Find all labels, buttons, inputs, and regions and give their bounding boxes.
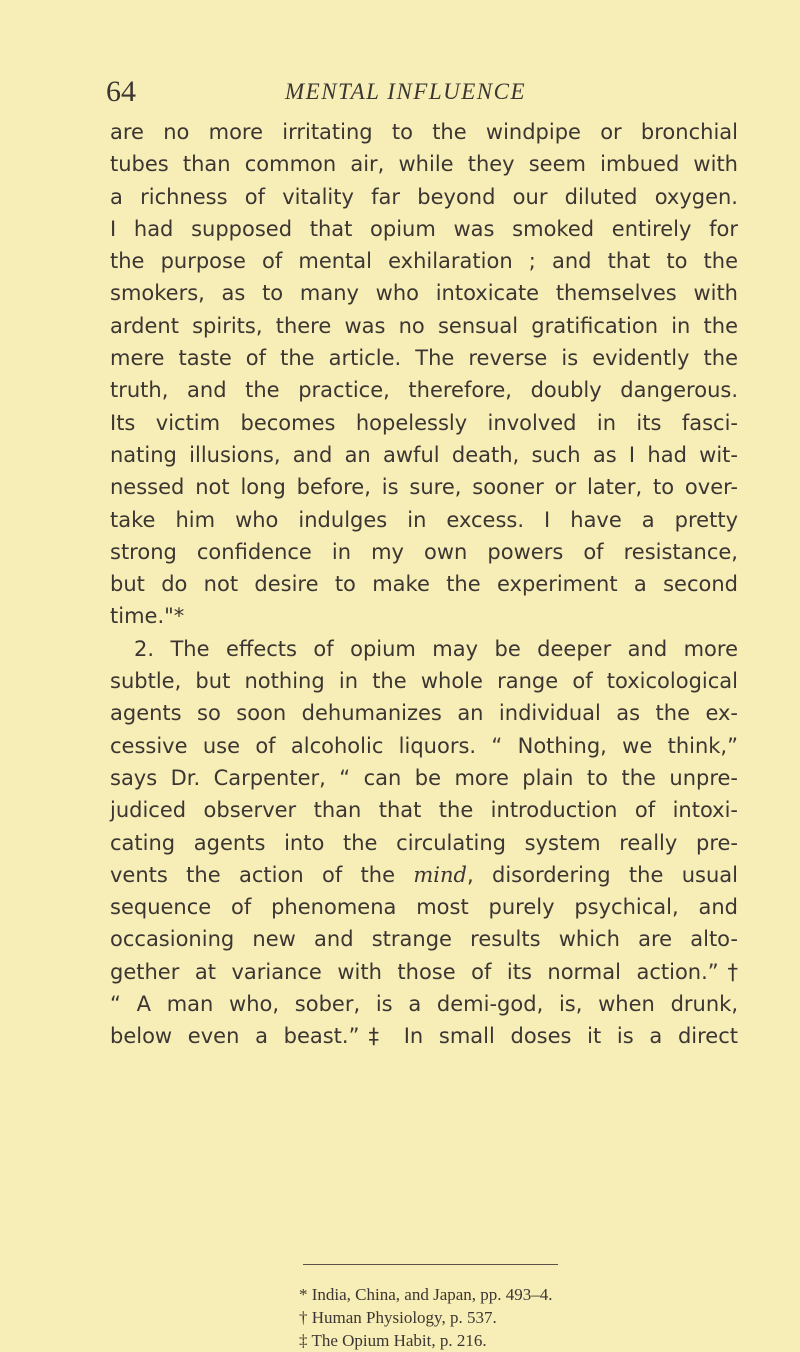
text-line: nating illusions, and an awful death, such as I had wit- (110, 442, 738, 467)
text-line: cessive use of alcoholic liquors. “ Nothing, we think,” (110, 733, 738, 758)
text-line: judiced observer than that the introduction of intoxi- (110, 798, 738, 823)
footnote: ‡ The Opium Habit, p. 216. (299, 1331, 487, 1350)
text-line: ardent spirits, there was no sensual gratification in the (110, 313, 738, 338)
text-line: are no more irritating to the windpipe or bronchial (110, 120, 738, 144)
footnote: * India, China, and Japan, pp. 493–4. (299, 1285, 553, 1304)
footnote: † Human Physiology, p. 537. (299, 1308, 497, 1327)
text-line: take him who indulges in excess. I have a pretty (110, 507, 738, 532)
text-line: truth, and the practice, therefore, doubly dangerous. (110, 378, 738, 403)
text-line: gether at variance with those of its normal action.”† (110, 959, 738, 984)
running-head: MENTAL INFLUENCE (285, 79, 527, 104)
text-line: tubes than common air, while they seem imbued with (110, 152, 738, 177)
text-line: time."* (110, 604, 185, 629)
footnotes (299, 1283, 553, 1352)
text-line: a richness of vitality far beyond our diluted oxygen. (110, 184, 738, 209)
text-line: the purpose of mental exhilaration ; and that to the (110, 249, 738, 274)
text-line: subtle, but nothing in the whole range of toxicological (110, 669, 738, 694)
text-line: vents the action of the mind, disordering the usual (110, 862, 738, 887)
text-line: below even a beast.”‡ In small doses it is a direct (110, 1024, 738, 1049)
page-number: 64 (106, 75, 136, 108)
text-line: Its victim becomes hopelessly involved in its fasci- (110, 410, 738, 435)
body-text (110, 116, 738, 1053)
text-line: occasioning new and strange results which are alto- (110, 927, 738, 952)
text-line: but do not desire to make the experiment a second (110, 572, 738, 597)
text-line: sequence of phenomena most purely psychical, and (110, 895, 738, 920)
text-line: cating agents into the circulating system really pre- (110, 830, 738, 855)
text-line: strong confidence in my own powers of resistance, (110, 539, 738, 564)
text-line: agents so soon dehumanizes an individual as the ex- (110, 701, 738, 726)
footnote-rule (303, 1264, 558, 1265)
text-line: “ A man who, sober, is a demi-god, is, when drunk, (110, 992, 738, 1017)
text-line: says Dr. Carpenter, “ can be more plain to the unpre- (110, 765, 738, 790)
text-line: mere taste of the article. The reverse is evidently the (110, 346, 738, 371)
text-line: smokers, as to many who intoxicate themselves with (110, 281, 738, 306)
paragraph-start-line: 2. The effects of opium may be deeper and more (134, 636, 738, 661)
text-line: I had supposed that opium was smoked entirely for (110, 216, 738, 241)
italic-word: mind (413, 862, 467, 887)
text-line: nessed not long before, is sure, sooner or later, to over- (110, 475, 738, 500)
